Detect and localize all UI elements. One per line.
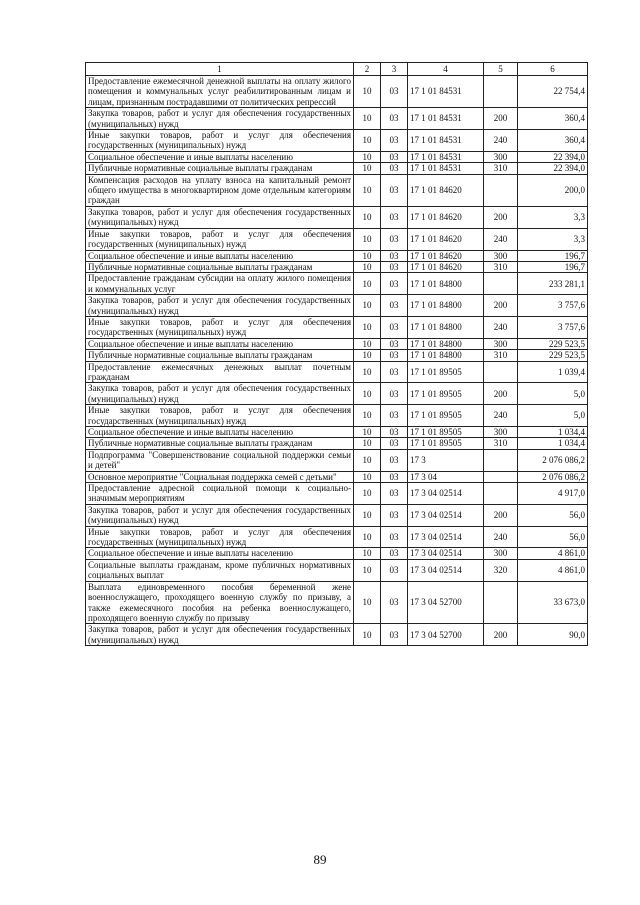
amount-cell: 5,0 [518, 383, 588, 405]
subsection-code-cell: 03 [381, 548, 408, 559]
subsection-code-cell: 03 [381, 624, 408, 646]
amount-cell: 3 757,6 [518, 295, 588, 317]
table-row [86, 526, 588, 548]
amount-cell: 3,3 [518, 228, 588, 250]
amount-cell: 1 034,4 [518, 438, 588, 449]
expense-type-cell [484, 76, 518, 108]
table-row [86, 427, 588, 438]
table-row [86, 250, 588, 261]
amount-cell: 360,4 [518, 130, 588, 152]
section-code-cell: 10 [354, 483, 381, 505]
expense-type-cell: 310 [484, 438, 518, 449]
expense-type-cell: 320 [484, 559, 518, 581]
section-code-cell: 10 [354, 338, 381, 349]
section-code-cell: 10 [354, 130, 381, 152]
section-code-cell: 10 [354, 449, 381, 471]
amount-cell: 229 523,5 [518, 350, 588, 361]
subsection-code-cell: 03 [381, 350, 408, 361]
table-row [86, 338, 588, 349]
table-row [86, 295, 588, 317]
expense-type-cell [484, 581, 518, 624]
item-name-cell: Закупка товаров, работ и услуг для обеспечения государственных (муниципальных) нужд [86, 624, 354, 646]
subsection-code-cell: 03 [381, 438, 408, 449]
header-cell: 4 [408, 63, 484, 76]
expense-type-cell: 300 [484, 151, 518, 162]
header-cell: 5 [484, 63, 518, 76]
header-cell: 2 [354, 63, 381, 76]
budget-table [85, 62, 588, 646]
item-name-cell: Социальное обеспечение и иные выплаты населению [86, 151, 354, 162]
header-row [86, 63, 588, 76]
target-article-cell: 17 1 01 89505 [408, 361, 484, 383]
subsection-code-cell: 03 [381, 471, 408, 482]
section-code-cell: 10 [354, 526, 381, 548]
section-code-cell: 10 [354, 405, 381, 427]
amount-cell: 56,0 [518, 504, 588, 526]
amount-cell: 196,7 [518, 250, 588, 261]
item-name-cell: Социальное обеспечение и иные выплаты населению [86, 338, 354, 349]
table-row [86, 206, 588, 228]
subsection-code-cell: 03 [381, 108, 408, 130]
item-name-cell: Основное мероприятие "Социальная поддержка семей с детьми" [86, 471, 354, 482]
expense-type-cell: 300 [484, 427, 518, 438]
item-name-cell: Выплата единовременного пособия беременной жене военнослужащего, проходящего военную службу по призыву, а также ежемесячного пособия на ребенка военнослужащего, проходящего военную службу по призыву [86, 581, 354, 624]
subsection-code-cell: 03 [381, 361, 408, 383]
amount-cell: 229 523,5 [518, 338, 588, 349]
subsection-code-cell: 03 [381, 76, 408, 108]
table-row [86, 581, 588, 624]
amount-cell: 4 861,0 [518, 548, 588, 559]
amount-cell: 33 673,0 [518, 581, 588, 624]
subsection-code-cell: 03 [381, 295, 408, 317]
item-name-cell: Компенсация расходов на уплату взноса на капитальный ремонт общего имущества в многоквартирном доме отдельным категориям граждан [86, 174, 354, 206]
subsection-code-cell: 03 [381, 151, 408, 162]
expense-type-cell: 310 [484, 261, 518, 272]
table-row [86, 108, 588, 130]
table-row [86, 273, 588, 295]
section-code-cell: 10 [354, 624, 381, 646]
table-row [86, 471, 588, 482]
subsection-code-cell: 03 [381, 261, 408, 272]
section-code-cell: 10 [354, 504, 381, 526]
amount-cell: 1 034,4 [518, 427, 588, 438]
section-code-cell: 10 [354, 295, 381, 317]
amount-cell: 4 861,0 [518, 559, 588, 581]
subsection-code-cell: 03 [381, 581, 408, 624]
table-row [86, 483, 588, 505]
amount-cell: 196,7 [518, 261, 588, 272]
target-article-cell: 17 1 01 84620 [408, 228, 484, 250]
amount-cell: 2 076 086,2 [518, 449, 588, 471]
target-article-cell: 17 1 01 84800 [408, 350, 484, 361]
table-row [86, 559, 588, 581]
table-row [86, 350, 588, 361]
section-code-cell: 10 [354, 206, 381, 228]
target-article-cell: 17 3 04 02514 [408, 548, 484, 559]
item-name-cell: Социальное обеспечение и иные выплаты населению [86, 548, 354, 559]
table-row [86, 548, 588, 559]
item-name-cell: Иные закупки товаров, работ и услуг для обеспечения государственных (муниципальных) нужд [86, 316, 354, 338]
section-code-cell: 10 [354, 548, 381, 559]
target-article-cell: 17 1 01 89505 [408, 438, 484, 449]
target-article-cell: 17 1 01 84531 [408, 130, 484, 152]
subsection-code-cell: 03 [381, 163, 408, 174]
subsection-code-cell: 03 [381, 483, 408, 505]
item-name-cell: Предоставление ежемесячной денежной выплаты на оплату жилого помещения и коммунальных услуг реабилитированным лицам и лицам, признанным пострадавшими от политических репрессий [86, 76, 354, 108]
subsection-code-cell: 03 [381, 427, 408, 438]
target-article-cell: 17 3 04 02514 [408, 526, 484, 548]
target-article-cell: 17 3 04 52700 [408, 581, 484, 624]
expense-type-cell: 300 [484, 250, 518, 261]
amount-cell: 22 394,0 [518, 163, 588, 174]
subsection-code-cell: 03 [381, 206, 408, 228]
section-code-cell: 10 [354, 581, 381, 624]
section-code-cell: 10 [354, 471, 381, 482]
item-name-cell: Предоставление гражданам субсидии на оплату жилого помещения и коммунальных услуг [86, 273, 354, 295]
amount-cell: 4 917,0 [518, 483, 588, 505]
expense-type-cell: 300 [484, 338, 518, 349]
section-code-cell: 10 [354, 383, 381, 405]
target-article-cell: 17 1 01 84800 [408, 295, 484, 317]
target-article-cell: 17 1 01 84800 [408, 338, 484, 349]
item-name-cell: Публичные нормативные социальные выплаты гражданам [86, 438, 354, 449]
item-name-cell: Иные закупки товаров, работ и услуг для обеспечения государственных (муниципальных) нужд [86, 405, 354, 427]
item-name-cell: Публичные нормативные социальные выплаты гражданам [86, 350, 354, 361]
subsection-code-cell: 03 [381, 338, 408, 349]
section-code-cell: 10 [354, 108, 381, 130]
amount-cell: 90,0 [518, 624, 588, 646]
table-body [86, 63, 588, 646]
subsection-code-cell: 03 [381, 383, 408, 405]
subsection-code-cell: 03 [381, 526, 408, 548]
subsection-code-cell: 03 [381, 130, 408, 152]
section-code-cell: 10 [354, 174, 381, 206]
table-row [86, 228, 588, 250]
expense-type-cell: 240 [484, 130, 518, 152]
target-article-cell: 17 1 01 84531 [408, 108, 484, 130]
target-article-cell: 17 1 01 84531 [408, 76, 484, 108]
expense-type-cell [484, 449, 518, 471]
item-name-cell: Иные закупки товаров, работ и услуг для обеспечения государственных (муниципальных) нужд [86, 228, 354, 250]
subsection-code-cell: 03 [381, 559, 408, 581]
section-code-cell: 10 [354, 316, 381, 338]
amount-cell: 56,0 [518, 526, 588, 548]
table-row [86, 76, 588, 108]
section-code-cell: 10 [354, 427, 381, 438]
subsection-code-cell: 03 [381, 449, 408, 471]
target-article-cell: 17 1 01 89505 [408, 383, 484, 405]
expense-type-cell: 200 [484, 206, 518, 228]
expense-type-cell: 200 [484, 504, 518, 526]
section-code-cell: 10 [354, 261, 381, 272]
target-article-cell: 17 1 01 89505 [408, 427, 484, 438]
table-row [86, 624, 588, 646]
section-code-cell: 10 [354, 250, 381, 261]
table-row [86, 383, 588, 405]
target-article-cell: 17 1 01 84531 [408, 151, 484, 162]
table-row [86, 163, 588, 174]
subsection-code-cell: 03 [381, 174, 408, 206]
item-name-cell: Социальное обеспечение и иные выплаты населению [86, 250, 354, 261]
expense-type-cell [484, 471, 518, 482]
expense-type-cell [484, 273, 518, 295]
expense-type-cell: 240 [484, 405, 518, 427]
expense-type-cell: 300 [484, 548, 518, 559]
amount-cell: 200,0 [518, 174, 588, 206]
amount-cell: 1 039,4 [518, 361, 588, 383]
section-code-cell: 10 [354, 438, 381, 449]
target-article-cell: 17 3 04 52700 [408, 624, 484, 646]
target-article-cell: 17 3 04 02514 [408, 504, 484, 526]
item-name-cell: Иные закупки товаров, работ и услуг для обеспечения государственных (муниципальных) нужд [86, 526, 354, 548]
target-article-cell: 17 1 01 84620 [408, 206, 484, 228]
amount-cell: 360,4 [518, 108, 588, 130]
expense-type-cell [484, 483, 518, 505]
table-row [86, 151, 588, 162]
amount-cell: 5,0 [518, 405, 588, 427]
expense-type-cell: 200 [484, 108, 518, 130]
target-article-cell: 17 1 01 84620 [408, 250, 484, 261]
amount-cell: 233 281,1 [518, 273, 588, 295]
target-article-cell: 17 3 [408, 449, 484, 471]
section-code-cell: 10 [354, 273, 381, 295]
item-name-cell: Публичные нормативные социальные выплаты гражданам [86, 163, 354, 174]
expense-type-cell [484, 361, 518, 383]
header-cell: 3 [381, 63, 408, 76]
table-row [86, 438, 588, 449]
header-cell: 6 [518, 63, 588, 76]
subsection-code-cell: 03 [381, 273, 408, 295]
item-name-cell: Закупка товаров, работ и услуг для обеспечения государственных (муниципальных) нужд [86, 295, 354, 317]
target-article-cell: 17 3 04 [408, 471, 484, 482]
target-article-cell: 17 1 01 84531 [408, 163, 484, 174]
item-name-cell: Закупка товаров, работ и услуг для обеспечения государственных (муниципальных) нужд [86, 504, 354, 526]
section-code-cell: 10 [354, 559, 381, 581]
target-article-cell: 17 1 01 89505 [408, 405, 484, 427]
table-row [86, 174, 588, 206]
target-article-cell: 17 1 01 84620 [408, 174, 484, 206]
table-row [86, 361, 588, 383]
expense-type-cell: 200 [484, 383, 518, 405]
amount-cell: 22 754,4 [518, 76, 588, 108]
target-article-cell: 17 1 01 84800 [408, 273, 484, 295]
section-code-cell: 10 [354, 228, 381, 250]
expense-type-cell: 200 [484, 624, 518, 646]
expense-type-cell: 310 [484, 163, 518, 174]
section-code-cell: 10 [354, 76, 381, 108]
expense-type-cell: 240 [484, 316, 518, 338]
amount-cell: 3 757,6 [518, 316, 588, 338]
subsection-code-cell: 03 [381, 405, 408, 427]
target-article-cell: 17 3 04 02514 [408, 483, 484, 505]
target-article-cell: 17 1 01 84620 [408, 261, 484, 272]
table-row [86, 504, 588, 526]
item-name-cell: Иные закупки товаров, работ и услуг для обеспечения государственных (муниципальных) нужд [86, 130, 354, 152]
page-number: 89 [313, 852, 327, 867]
expense-type-cell: 240 [484, 526, 518, 548]
section-code-cell: 10 [354, 350, 381, 361]
table-row [86, 405, 588, 427]
table-row [86, 449, 588, 471]
subsection-code-cell: 03 [381, 250, 408, 261]
item-name-cell: Подпрограмма "Совершенствование социальной поддержки семьи и детей" [86, 449, 354, 471]
target-article-cell: 17 1 01 84800 [408, 316, 484, 338]
subsection-code-cell: 03 [381, 228, 408, 250]
expense-type-cell: 200 [484, 295, 518, 317]
item-name-cell: Предоставление ежемесячных денежных выплат почетным гражданам [86, 361, 354, 383]
item-name-cell: Закупка товаров, работ и услуг для обеспечения государственных (муниципальных) нужд [86, 108, 354, 130]
item-name-cell: Социальное обеспечение и иные выплаты населению [86, 427, 354, 438]
expense-type-cell: 310 [484, 350, 518, 361]
expense-type-cell: 240 [484, 228, 518, 250]
section-code-cell: 10 [354, 163, 381, 174]
target-article-cell: 17 3 04 02514 [408, 559, 484, 581]
item-name-cell: Социальные выплаты гражданам, кроме публичных нормативных социальных выплат [86, 559, 354, 581]
header-cell: 1 [86, 63, 354, 76]
item-name-cell: Публичные нормативные социальные выплаты гражданам [86, 261, 354, 272]
subsection-code-cell: 03 [381, 504, 408, 526]
table-row [86, 316, 588, 338]
item-name-cell: Предоставление адресной социальной помощи к социально-значимым мероприятиям [86, 483, 354, 505]
item-name-cell: Закупка товаров, работ и услуг для обеспечения государственных (муниципальных) нужд [86, 383, 354, 405]
section-code-cell: 10 [354, 151, 381, 162]
section-code-cell: 10 [354, 361, 381, 383]
table-row [86, 130, 588, 152]
amount-cell: 3,3 [518, 206, 588, 228]
subsection-code-cell: 03 [381, 316, 408, 338]
table-row [86, 261, 588, 272]
item-name-cell: Закупка товаров, работ и услуг для обеспечения государственных (муниципальных) нужд [86, 206, 354, 228]
amount-cell: 22 394,0 [518, 151, 588, 162]
expense-type-cell [484, 174, 518, 206]
amount-cell: 2 076 086,2 [518, 471, 588, 482]
